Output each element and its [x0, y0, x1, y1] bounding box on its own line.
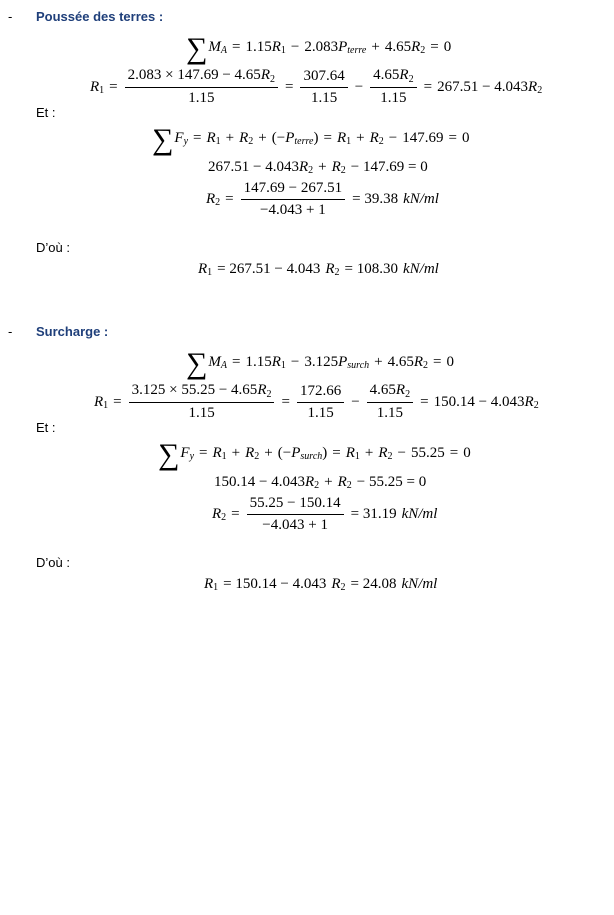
numerator: 307.64 — [300, 68, 347, 88]
final-equation: R 1 = 267.51 − 4.043 R 2 = 108.30 kN/ml — [198, 260, 439, 278]
r2-equation: R 2 = $\frac{55.25 - 150.14}{-4.043 + 1}$ = 31.19 kN/ml — [212, 494, 438, 533]
coef: 4.65 — [384, 38, 412, 55]
denominator: −4.043 + 1 — [260, 201, 326, 218]
load-subscript: surch — [347, 359, 370, 371]
unit: kN/ml — [402, 260, 439, 277]
fraction: $\frac{4.65R_2}{1.15}$ — [367, 382, 413, 422]
r1-result: 150.14 − 4.043 — [433, 393, 525, 410]
load-value: 55.25 — [411, 444, 445, 461]
moment-equation: ∑ M A = 1.15 R 1 − 2.083 P terre + 4.65 R 2 = 0 — [186, 32, 452, 65]
et-label: Et : — [36, 105, 56, 120]
fraction — [247, 495, 344, 534]
fraction: $\frac{4.65R_2}{1.15}$ — [370, 67, 416, 107]
load-value: 147.69 — [402, 129, 444, 146]
denominator: 1.15 — [188, 90, 215, 106]
fraction: $\frac{2.083 \times 147.69 - 4.65R_2}{1.15}$ — [125, 67, 278, 107]
denominator: 1.15 — [307, 404, 334, 421]
r2-result: = 31.19 — [350, 505, 397, 522]
coef: 4.65 — [387, 353, 414, 370]
fraction — [241, 180, 345, 219]
unit: kN/ml — [401, 505, 438, 522]
bullet-dash: - — [8, 324, 13, 339]
final-expr: = 150.14 − 4.043 — [223, 575, 327, 592]
numerator: 2.083 × 147.69 − 4.65 — [127, 67, 261, 83]
load-subscript: surch — [300, 450, 323, 462]
fraction: $\frac{3.125 \times 55.25 - 4.65R_2}{1.15}$ — [129, 382, 275, 422]
et-label: Et : — [36, 420, 56, 435]
subst-lhs: 150.14 − 4.043 — [214, 473, 305, 490]
load-subscript: terre — [347, 44, 367, 56]
dou-label: D’où : — [36, 240, 70, 255]
numerator: 172.66 — [297, 383, 344, 403]
coef: 3.125 — [304, 353, 339, 370]
numerator: 4.65 — [369, 382, 396, 398]
substitution-equation: 267.51 − 4.043 R 2 + R 2 − 147.69 = 0 — [208, 158, 428, 176]
dou-label: D’où : — [36, 555, 70, 570]
final-result: = 24.08 — [350, 575, 397, 592]
subst-tail: − 55.25 = 0 — [356, 473, 427, 490]
fraction — [300, 68, 347, 107]
r1-equation: R 1 = $\frac{2.083 \times 147.69 - 4.65R_2}{1.15}$ = $\frac{307.64}{1.15}$ − $\frac{4.65R_2}{1.15}$ = 267.51 − 4.043 R 2 — [90, 67, 543, 106]
denominator: 1.15 — [380, 90, 407, 106]
load-subscript: terre — [294, 135, 314, 147]
denominator: 1.15 — [310, 89, 338, 106]
moment-equation: ∑ M A = 1.15 R 1 − 3.125 P surch + 4.65 R 2 = 0 — [186, 347, 454, 380]
final-result: = 108.30 — [344, 260, 398, 277]
numerator: 3.125 × 55.25 − 4.65 — [131, 382, 258, 398]
bullet-dash: - — [8, 9, 13, 24]
coef: 1.15 — [245, 38, 272, 55]
numerator: 147.69 − 267.51 — [241, 180, 345, 200]
denominator: −4.043 + 1 — [262, 516, 328, 533]
numerator: 4.65 — [373, 67, 400, 83]
section-heading: Surcharge : — [36, 324, 109, 339]
unit: kN/ml — [403, 190, 439, 207]
subst-lhs: 267.51 − 4.043 — [208, 158, 299, 175]
substitution-equation: 150.14 − 4.043 R 2 + R 2 − 55.25 = 0 — [214, 473, 427, 491]
force-equation: ∑ F y = R 1 + R 2 + (− P terre ) = R 1 + R 2 − 147.69 = 0 — [152, 123, 470, 156]
force-equation: ∑ F y = R 1 + R 2 + (− P surch ) = R 1 + R 2 − 55.25 = 0 — [158, 438, 471, 471]
final-equation: R 1 = 150.14 − 4.043 R 2 = 24.08 kN/ml — [204, 575, 438, 593]
fraction — [297, 383, 344, 422]
denominator: 1.15 — [188, 405, 215, 421]
denominator: 1.15 — [376, 405, 403, 421]
section-surcharge — [0, 315, 614, 915]
r2-equation: R 2 = $\frac{147.69 - 267.51}{-4.043 + 1}$ = 39.38 kN/ml — [206, 179, 439, 218]
r1-result: 267.51 − 4.043 — [437, 78, 529, 95]
subst-tail: − 147.69 = 0 — [350, 158, 428, 175]
r1-equation: R 1 = $\frac{3.125 \times 55.25 - 4.65R_2}{1.15}$ = $\frac{172.66}{1.15}$ − $\frac{4.65R_2}{1.15}$ = 150.14 − 4.043 R 2 — [94, 382, 539, 421]
coef: 1.15 — [245, 353, 272, 370]
r2-result: = 39.38 — [352, 190, 399, 207]
numerator: 55.25 − 150.14 — [247, 495, 344, 515]
final-expr: = 267.51 − 4.043 — [217, 260, 321, 277]
section-heading: Poussée des terres : — [36, 9, 164, 24]
unit: kN/ml — [401, 575, 438, 592]
coef: 2.083 — [304, 38, 339, 55]
